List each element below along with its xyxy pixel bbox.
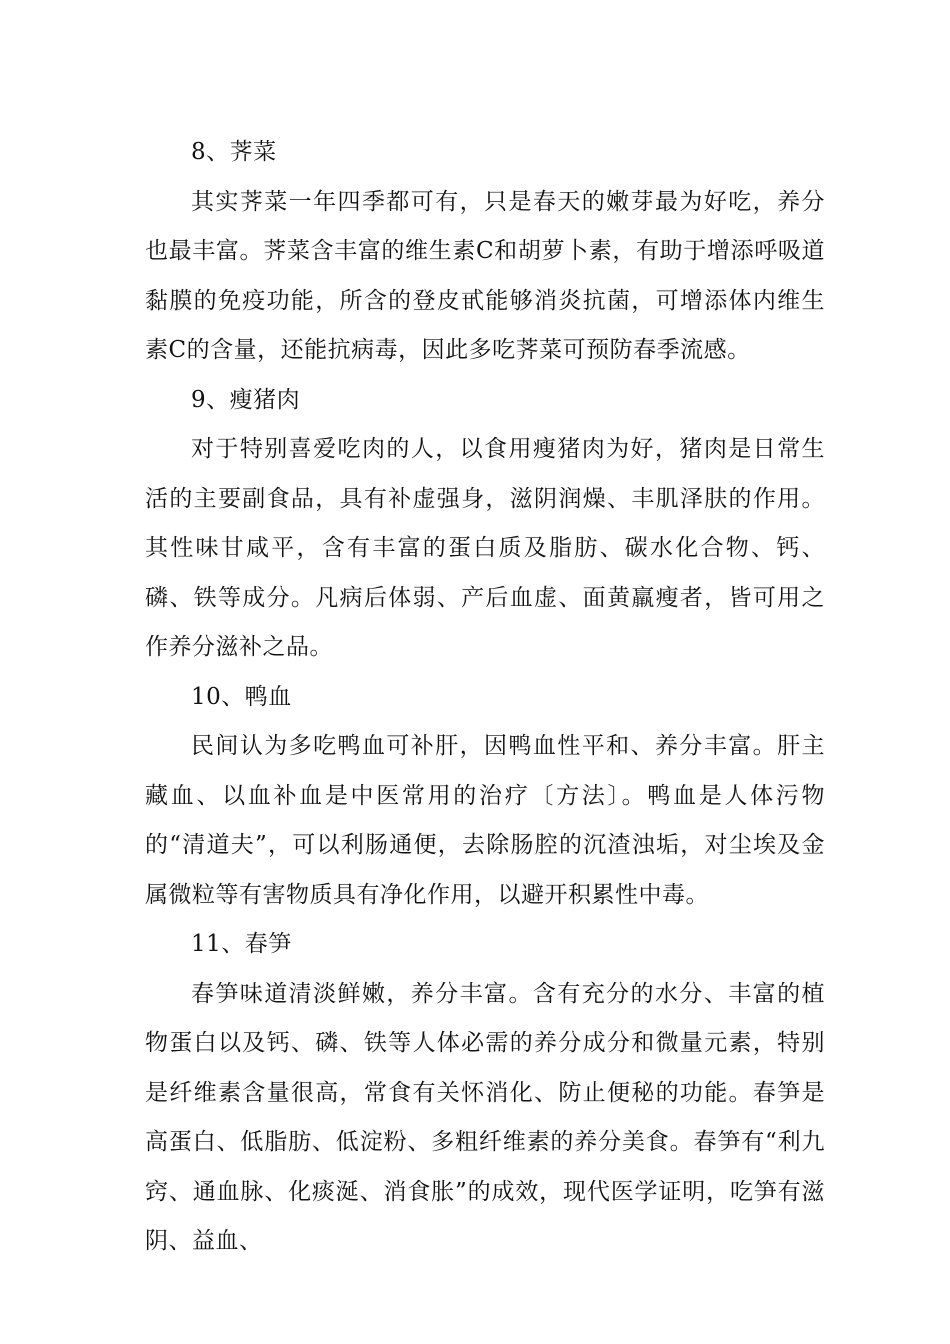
section-paragraph-yaxue: 民间认为多吃鸭血可补肝，因鸭血性平和、养分丰富。肝主藏血、以血补血是中医常用的治疗〔方法〕。鸭血是人体污物的“清道夫”，可以利肠通便，去除肠腔的沉渣浊垢，对尘埃及金属微粒等有害物质具有净化作用，以避开积累性中毒。 (145, 733, 825, 908)
document-body (145, 128, 825, 1267)
section-heading-yaxue: 10、鸭血 (191, 683, 292, 710)
section-heading-shouzhurou: 9、瘦猪肉 (191, 386, 301, 413)
section-paragraph-shouzhurou: 对于特别喜爱吃肉的人，以食用瘦猪肉为好，猪肉是日常生活的主要副食品，具有补虚强身，滋阴润燥、丰肌泽肤的作用。其性味甘咸平，含有丰富的蛋白质及脂肪、碳水化合物、钙、磷、铁等成分。凡病后体弱、产后血虚、面黄羸瘦者，皆可用之作养分滋补之品。 (145, 436, 825, 660)
section-paragraph-chunsun: 春笋味道清淡鲜嫩，养分丰富。含有充分的水分、丰富的植物蛋白以及钙、磷、铁等人体必需的养分成分和微量元素，特别是纤维素含量很高，常食有关怀消化、防止便秘的功能。春笋是高蛋白、低脂肪、低淀粉、多粗纤维素的养分美食。春笋有“利九窍、通血脉、化痰涎、消食胀”的成效，现代医学证明，吃笋有滋阴、益血、 (145, 980, 825, 1254)
section-paragraph-jicai: 其实荠菜一年四季都可有，只是春天的嫩芽最为好吃，养分也最丰富。荠菜含丰富的维生素C和胡萝卜素，有助于增添呼吸道黏膜的免疫功能，所含的登皮甙能够消炎抗菌，可增添体内维生素C的含量，还能抗病毒，因此多吃荠菜可预防春季流感。 (145, 188, 825, 363)
section-heading-chunsun: 11、春笋 (191, 931, 292, 957)
section-heading-jicai: 8、荠菜 (191, 139, 277, 165)
